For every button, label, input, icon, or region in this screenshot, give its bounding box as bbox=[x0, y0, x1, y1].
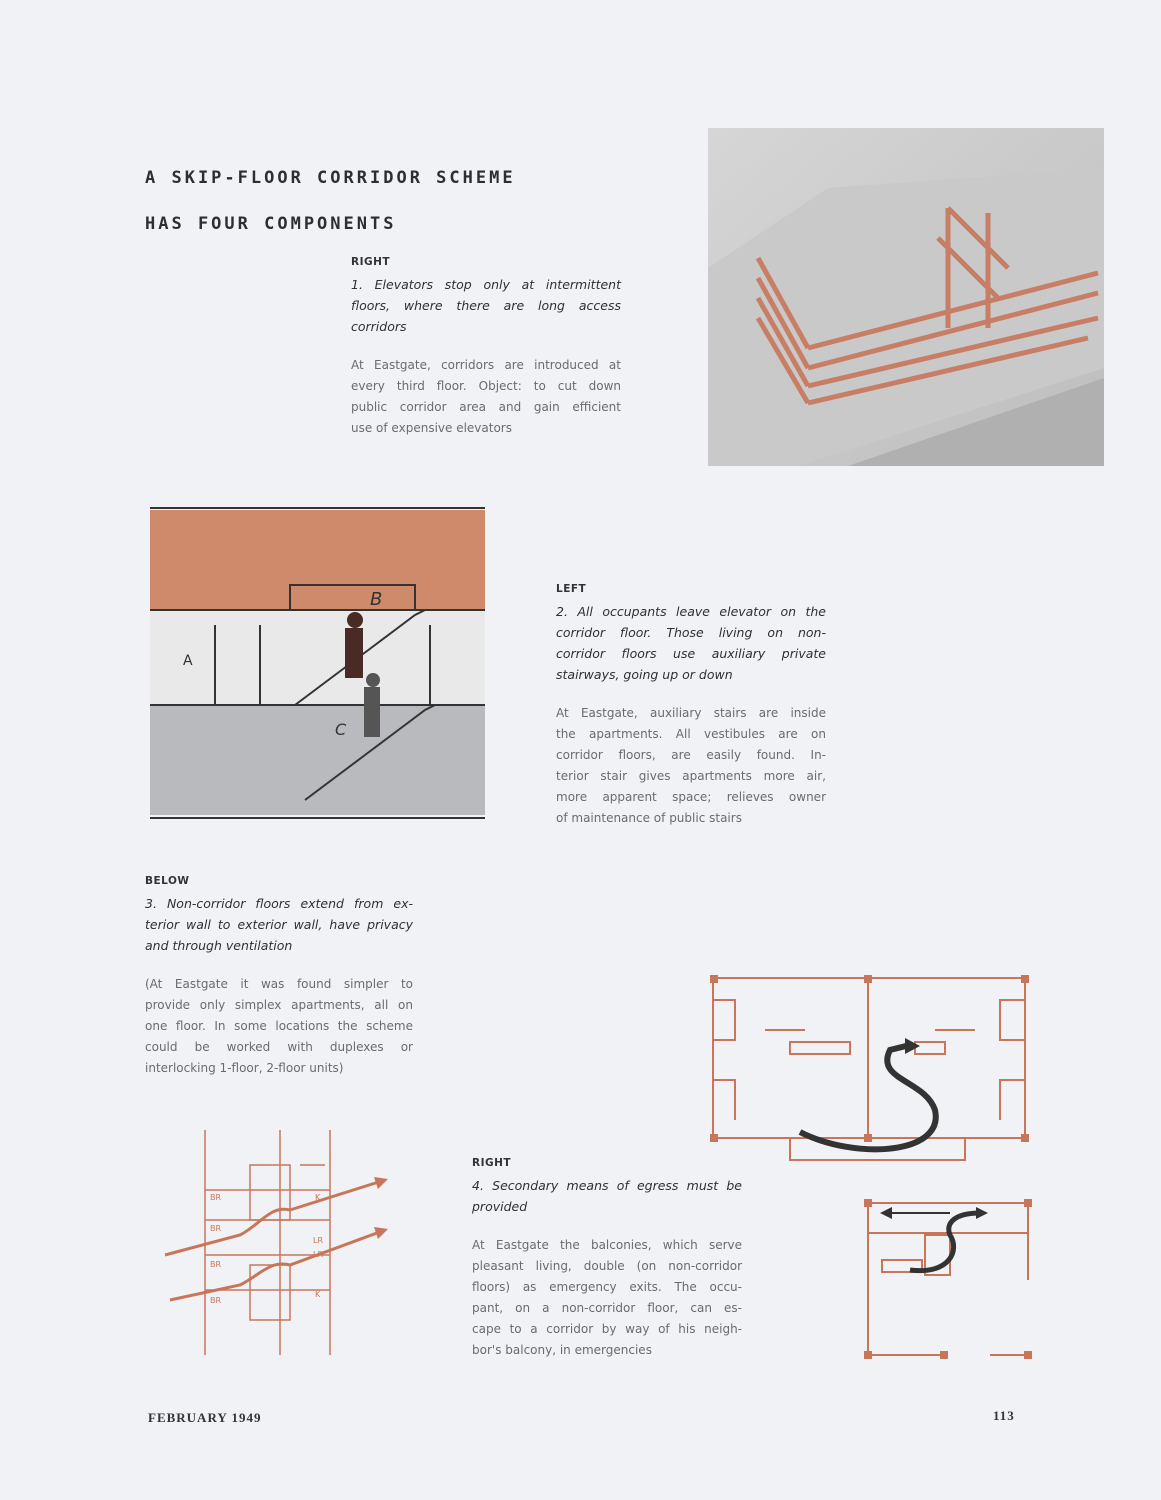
svg-text:BR: BR bbox=[210, 1193, 222, 1202]
floor-plan-egress-balcony bbox=[860, 1195, 1035, 1365]
section-1-lead: 1. Elevators stop only at intermittent floors, where there are long access corridors bbox=[351, 277, 621, 334]
section-2-body: At Eastgate, auxiliary stairs are inside the apartments. All vestibules are on corridor floors, are easily found. In- terior stair gives apartments more air, more apparent space; relieves owner of maintenance of public stairs bbox=[556, 706, 826, 825]
section-1: RIGHT 1. Elevators stop only at intermittent floors, where there are long access corridors At Eastgate, corridors are introduced at every third floor. Object: to cut down public corridor area and gain efficient use of expensive elevators bbox=[351, 256, 621, 439]
section-3-lead: 3. Non-corridor floors extend from ex- terior wall to exterior wall, have privacy and through ventilation bbox=[145, 896, 413, 953]
page-number: 113 bbox=[993, 1408, 1015, 1423]
svg-text:K: K bbox=[315, 1290, 321, 1299]
floor-plan-egress-upper bbox=[705, 970, 1030, 1170]
aerial-photo-corridor-model bbox=[708, 128, 1104, 466]
section-3-body: (At Eastgate it was found simpler to provide only simplex apartments, all on one floor. In some locations the scheme could be worked with duplexes or interlocking 1-floor, 2-floor units) bbox=[145, 977, 413, 1075]
section-4-lead: 4. Secondary means of egress must be provided bbox=[472, 1178, 742, 1214]
footer-date: FEBRUARY 1949 bbox=[148, 1410, 262, 1425]
svg-text:C: C bbox=[335, 720, 347, 739]
svg-text:BR: BR bbox=[210, 1296, 222, 1305]
svg-text:LR: LR bbox=[313, 1250, 324, 1259]
section-4: RIGHT 4. Secondary means of egress must be provided At Eastgate the balconies, which serve pleasant living, double (on non-corridor floors) as emergency exits. The occu- pant, on a non-corridor floor, can es- cape to a corridor by way of his neigh- bor's balcony, in emergencies bbox=[472, 1157, 742, 1361]
section-4-body: At Eastgate the balconies, which serve pleasant living, double (on non-corridor floors) as emergency exits. The occu- pant, on a non-corridor floor, can es- cape to a corridor by way of his neigh- bor's balcony, in emergencies bbox=[472, 1238, 742, 1357]
section-1-body: At Eastgate, corridors are introduced at every third floor. Object: to cut down public corridor area and gain efficient use of expensive elevators bbox=[351, 358, 621, 435]
headline: A SKIP-FLOOR CORRIDOR SCHEME HAS FOUR COMPONENTS bbox=[145, 168, 516, 234]
svg-text:BR: BR bbox=[210, 1260, 222, 1269]
svg-text:A: A bbox=[183, 653, 193, 669]
section-2-lead: 2. All occupants leave elevator on the corridor floor. Those living on non- corridor floors use auxiliary private stairways, going up or down bbox=[556, 604, 826, 682]
section-3: BELOW 3. Non-corridor floors extend from ex- terior wall to exterior wall, have privacy and through ventilation (At Eastgate it was found simpler to provide only simplex apartments, all on one floor. In some locations the scheme could be worked with duplexes or interlocking 1-floor, 2-floor units) bbox=[145, 875, 413, 1079]
section-2: LEFT 2. All occupants leave elevator on the corridor floor. Those living on non- corridor floors use auxiliary private stairways, going up or down At Eastgate, auxiliary stairs are inside the apartments. All vestibules are on corridor floors, are easily found. In- terior stair gives apartments more air, more apparent space; relieves owner of maintenance of public stairs bbox=[556, 583, 826, 829]
svg-text:B: B bbox=[370, 589, 383, 610]
stair-section-drawing bbox=[145, 500, 490, 826]
svg-text:LR: LR bbox=[313, 1236, 324, 1245]
building-section-ventilation-diagram bbox=[160, 1125, 400, 1360]
svg-text:BR: BR bbox=[210, 1224, 222, 1233]
svg-text:K: K bbox=[315, 1193, 321, 1202]
